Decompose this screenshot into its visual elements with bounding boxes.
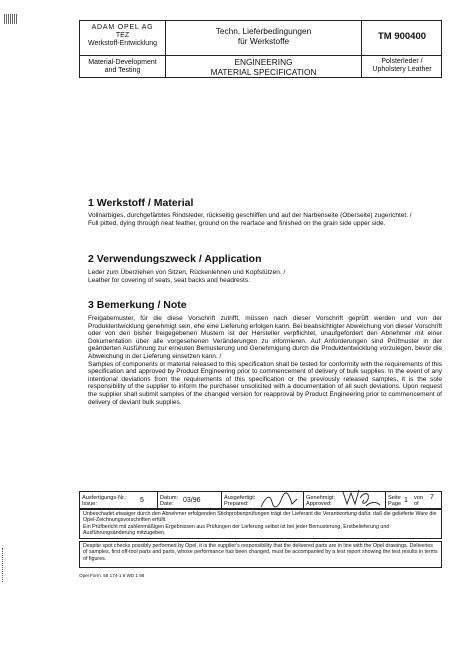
dept-name-en-1: Material-Development	[88, 59, 157, 66]
footer-note-en	[79, 541, 442, 568]
dept-code: TEZ	[115, 32, 130, 39]
title-en-1: ENGINEERING	[234, 57, 293, 67]
date-label	[160, 495, 178, 507]
form-code: Opel Form. 55 174-1 8 WD 1 88	[79, 573, 145, 578]
section-2-text-de: Leder zum Überziehen von Sitzen, Rückenlehnen und Kopfstützen. /	[88, 269, 286, 276]
footer-signature-table	[79, 491, 442, 509]
dept-name-en-2: and Testing	[104, 67, 141, 74]
section-3-text-en: Samples of components or material released to this specification shall be tested for conformity with the requirements of this specification and approved by Product Engineering prior to commencement of delivery of bulk supplies. In the event of any intentional deviations from the requirements of this specification or the previously released samples, it is the sole responsibility of the supplier to inform the purchaser unsolicited with a documentation of all such deviations. Upon request the supplier shall submit samples of the changed version for reapproval by Product Engineering prior to commencement of delivery of deviant bulk supplies.	[88, 360, 442, 406]
header-number-cell	[362, 21, 442, 77]
page-value: 1	[404, 497, 408, 504]
prepared-label-en: Prepared:	[224, 501, 249, 508]
approved-label-de: Genehmigt:	[306, 495, 335, 501]
subject-en: Upholstery Leather	[372, 66, 432, 73]
title-en-2: MATERIAL SPECIFICATION	[210, 67, 317, 77]
date-value: 03/96	[183, 497, 201, 504]
header-title-cell	[166, 21, 362, 77]
issue-cell	[80, 492, 158, 508]
section-1-title: 1 Werkstoff / Material	[88, 197, 194, 209]
title-de-2: für Werkstoffe	[237, 36, 290, 46]
footer-note-1: Unbeschadet etwaiger durch den Abnehmer erfolgenden Stichprobenprüfungen trägt der Lieferant die Verantwortung dafür, daß die gelieferte Ware die Opel-Zeichnungsvorschriften erfüllt.	[83, 511, 437, 524]
header-department-cell	[80, 21, 166, 77]
section-3-title: 3 Bemerkung / Note	[88, 299, 187, 311]
approved-cell	[304, 492, 386, 508]
section-3-text-de: Freigabemuster, für die diese Vorschrift zutrifft, müssen nach dieser Vorschrift geprüft werden und von der Produktentwicklung genehmigt sein, ehe eine Lieferung erfolgen kann. Bei beabsichtigter Abweichung von dieser Vorschrift oder von den bisher freigegebenen Mustern ist der Hersteller verpflichtet, unaufgefordert den Abnehmer mit einer Dokumentation über alle vorgesehenen Veränderungen zu informieren. Auf Anforderungen sind Prüfmuster in der geänderten Ausführung zur erneuten Bemusterung und Genehmigung durch die Produktentwicklung vorzulegen, bevor die Abweichung in der Lieferung einsetzen kann. /	[88, 315, 442, 360]
date-label-de: Datum:	[160, 495, 179, 501]
footer-note-3: Despite spot checks possibly performed by Opel, it is the supplier's responsibility that the delivered parts are in line with the Opel drawings. Deliveries of samples, first off-tool parts and parts, whose performance has been changed, must be accompanied by a test report showing the test results in terms of figures.	[83, 543, 438, 562]
approved-label	[306, 495, 335, 507]
of-label-de: von	[414, 495, 424, 501]
dept-name-de: Werkstoff-Entwicklung	[88, 40, 157, 47]
page-label-de: Seite	[388, 495, 401, 501]
page-cell	[386, 492, 441, 508]
corner-stamp-mark	[4, 14, 18, 24]
company-name: ADAM OPEL AG	[91, 24, 154, 31]
footer-note-2: Ein Prüfbericht mit zahlenmäßigen Ergebnissen aus Prüfungen der Lieferung selbst ist bei jeder Bemusterung, Erstbelieferung und Ausführungsänderung mitzugeben.	[83, 523, 390, 537]
section-3-body	[88, 315, 442, 406]
section-1-body	[88, 212, 442, 227]
approved-signature	[340, 484, 384, 512]
section-2-body	[88, 269, 442, 284]
issue-value: 5	[140, 497, 144, 504]
prepared-label-de: Ausgefertigt:	[224, 495, 256, 501]
section-2-title: 2 Verwendungszweck / Application	[88, 253, 262, 265]
header-divider	[80, 55, 441, 56]
section-1-text-de: Vollnarbiges, durchgefärbtes Rindsleder, rückseitig geschliffen und auf der Narbenseite (Oberseite) zugerichtet. /	[88, 212, 412, 219]
page-label-en: Page	[388, 501, 402, 508]
issue-label-de: Ausfertigungs-Nr.:	[82, 495, 127, 501]
of-label-en: of	[414, 501, 419, 508]
date-cell	[158, 492, 222, 508]
header-table	[79, 20, 442, 78]
document-number: TM 900400	[377, 31, 427, 42]
issue-label-en: Issue:	[82, 501, 97, 508]
footer-note-de	[79, 509, 442, 539]
of-label	[414, 495, 423, 507]
prepared-cell	[222, 492, 304, 508]
title-de-1: Techn. Lieferbedingungen	[215, 26, 312, 36]
section-1-text-en: Full pitted, dying through neat feather, ground on the rearface and finished on the grain side upper side.	[88, 219, 386, 227]
page-label	[388, 495, 401, 507]
left-margin-marks	[2, 548, 9, 582]
issue-label	[82, 495, 127, 507]
date-label-en: Date:	[160, 501, 174, 508]
of-value: 7	[430, 494, 434, 501]
subject-de: Polsterleder /	[381, 58, 423, 65]
approved-label-en: Approved:	[306, 501, 332, 508]
prepared-label	[224, 495, 255, 507]
section-2-text-en: Leather for covering of seats, seat backs and headrests.	[88, 276, 250, 284]
